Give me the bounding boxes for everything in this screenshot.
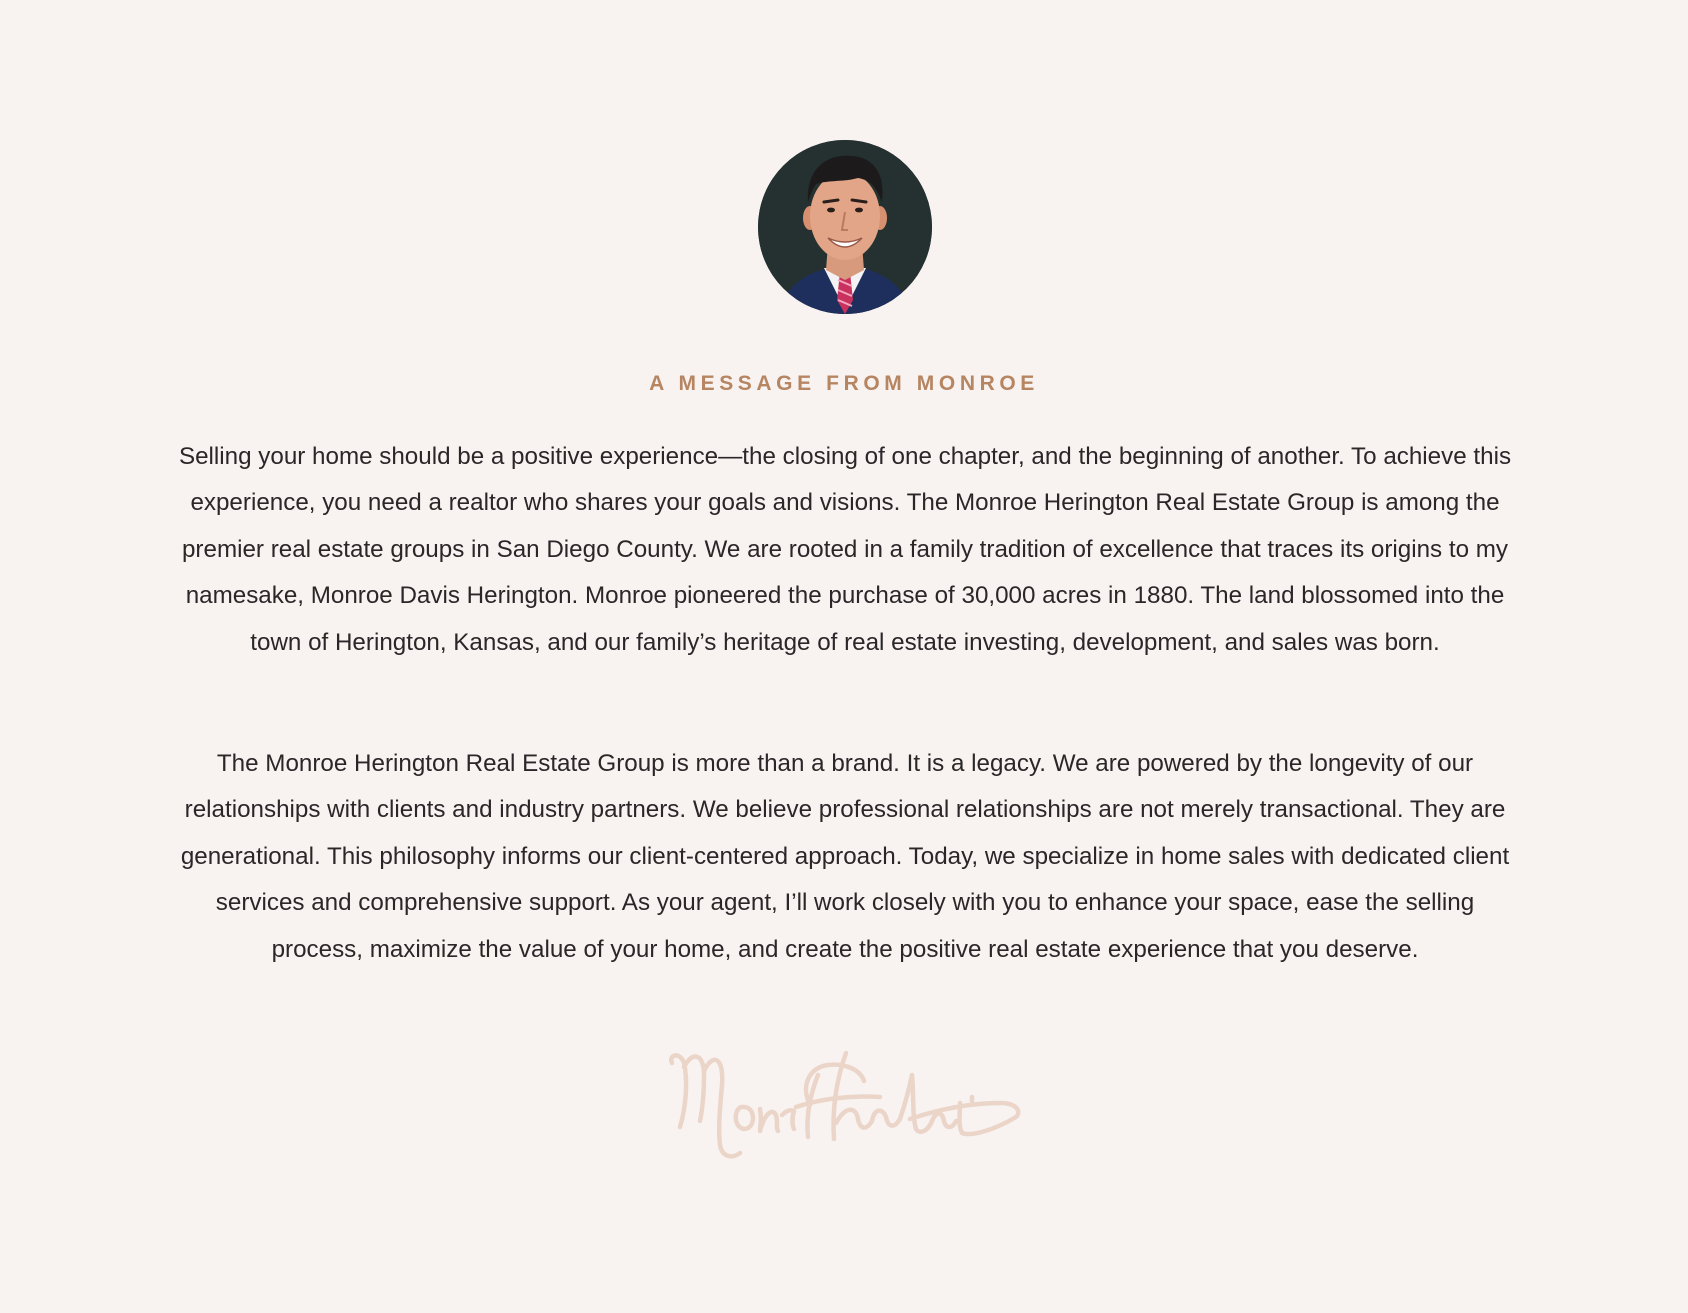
avatar	[758, 140, 932, 314]
message-paragraph: The Monroe Herington Real Estate Group is more than a brand. It is a legacy. We are powered by the longevity of our relationships with clients and industry partners. We believe professional relationships are not merely transactional. They are generational. This philosophy informs our client-centered approach. Today, we specialize in home sales with dedicated client services and comprehensive support. As your agent, I’ll work closely with you to enhance your space, ease the selling process, maximize the value of your home, and create the positive real estate experience that you deserve.	[180, 750, 1510, 963]
portrait-photo-icon	[758, 140, 932, 314]
message-paragraph: Selling your home should be a positive experience—the closing of one chapter, and the beginning of another. To achieve this experience, you need a realtor who shares your goals and visions. The Monroe Herington Real Estate Group is among the premier real estate groups in San Diego County. We are rooted in a family tradition of excellence that traces its origins to my namesake, Monroe Davis Herington. Monroe pioneered the purchase of 30,000 acres in 1880. The land blossomed into the town of Herington, Kansas, and our family’s heritage of real estate investing, development, and sales was born.	[178, 443, 1512, 656]
page-title: A MESSAGE FROM MONROE	[649, 372, 1039, 395]
signature-icon	[660, 1045, 1030, 1175]
